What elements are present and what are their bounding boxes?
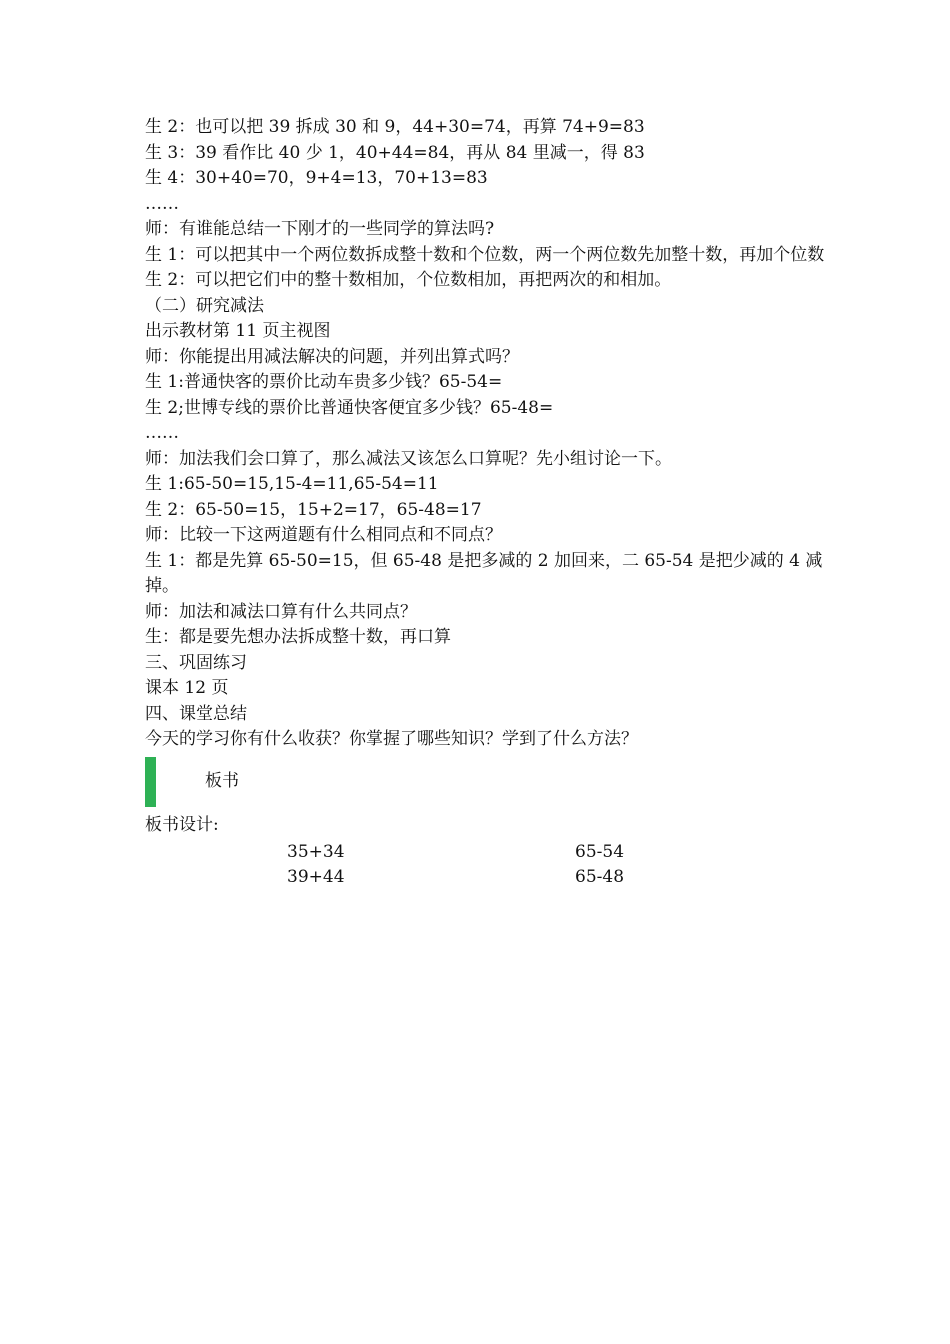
board-design-grid xyxy=(145,840,825,892)
section-heading: 三、巩固练习 xyxy=(145,652,247,673)
subsection-heading: （二）研究减法 xyxy=(145,295,264,316)
section-title: 板书 xyxy=(205,770,239,791)
text-line: 师：你能提出用减法解决的问题，并列出算式吗？ xyxy=(145,346,519,367)
text-line: 生 3：39 看作比 40 少 1，40+44=84，再从 84 里减一，得 83 xyxy=(145,142,645,163)
document-page xyxy=(145,115,825,892)
text-line: 生 1：可以把其中一个两位数拆成整十数和个位数，两一个两位数先加整十数，再加个位数 xyxy=(145,244,825,265)
text-line: 生 2：可以把它们中的整十数相加，个位数相加，再把两次的和相加。 xyxy=(145,270,672,290)
text-line: 生 1:65-50=15,15-4=11,65-54=11 xyxy=(145,474,439,494)
text-line: 生 1:普通快客的票价比动车贵多少钱？65-54= xyxy=(145,372,503,392)
text-line: 师：比较一下这两道题有什么相同点和不同点？ xyxy=(145,525,502,545)
board-expression: 65-48 xyxy=(575,867,625,887)
text-line: 师：加法和减法口算有什么共同点？ xyxy=(145,601,417,622)
board-expression: 65-54 xyxy=(575,842,625,862)
text-line: 生 1：都是先算 65-50=15，但 65-48 是把多减的 2 加回来，二 65-54 是把少减的 4 减掉。 xyxy=(145,550,823,596)
text-line: 师：有谁能总结一下刚才的一些同学的算法吗? xyxy=(145,219,495,239)
text-line: 生：都是要先想办法拆成整十数，再口算 xyxy=(145,627,451,647)
board-design-label: 板书设计: xyxy=(145,814,219,835)
section-heading: 四、课堂总结 xyxy=(145,703,247,724)
board-expression: 39+44 xyxy=(287,867,345,887)
text-line: 出示教材第 11 页主视图 xyxy=(145,321,331,341)
section-accent-bar xyxy=(145,757,156,807)
board-section-header xyxy=(145,757,825,807)
board-expression: 35+34 xyxy=(287,842,345,862)
ellipsis-line: …… xyxy=(145,193,179,214)
text-line: 课本 12 页 xyxy=(145,678,229,698)
text-line: 生 2：65-50=15，15+2=17，65-48=17 xyxy=(145,499,482,520)
text-line: 师：加法我们会口算了，那么减法又该怎么口算呢？先小组讨论一下。 xyxy=(145,448,672,469)
text-line: 生 2：也可以把 39 拆成 30 和 9，44+30=74，再算 74+9=83 xyxy=(145,117,645,137)
text-line: 生 4：30+40=70，9+4=13，70+13=83 xyxy=(145,168,488,188)
text-line: 生 2;世博专线的票价比普通快客便宜多少钱？65-48= xyxy=(145,397,554,418)
lesson-transcript xyxy=(145,115,825,753)
text-line: 今天的学习你有什么收获？你掌握了哪些知识？学到了什么方法？ xyxy=(145,729,638,749)
ellipsis-line: …… xyxy=(145,423,179,443)
